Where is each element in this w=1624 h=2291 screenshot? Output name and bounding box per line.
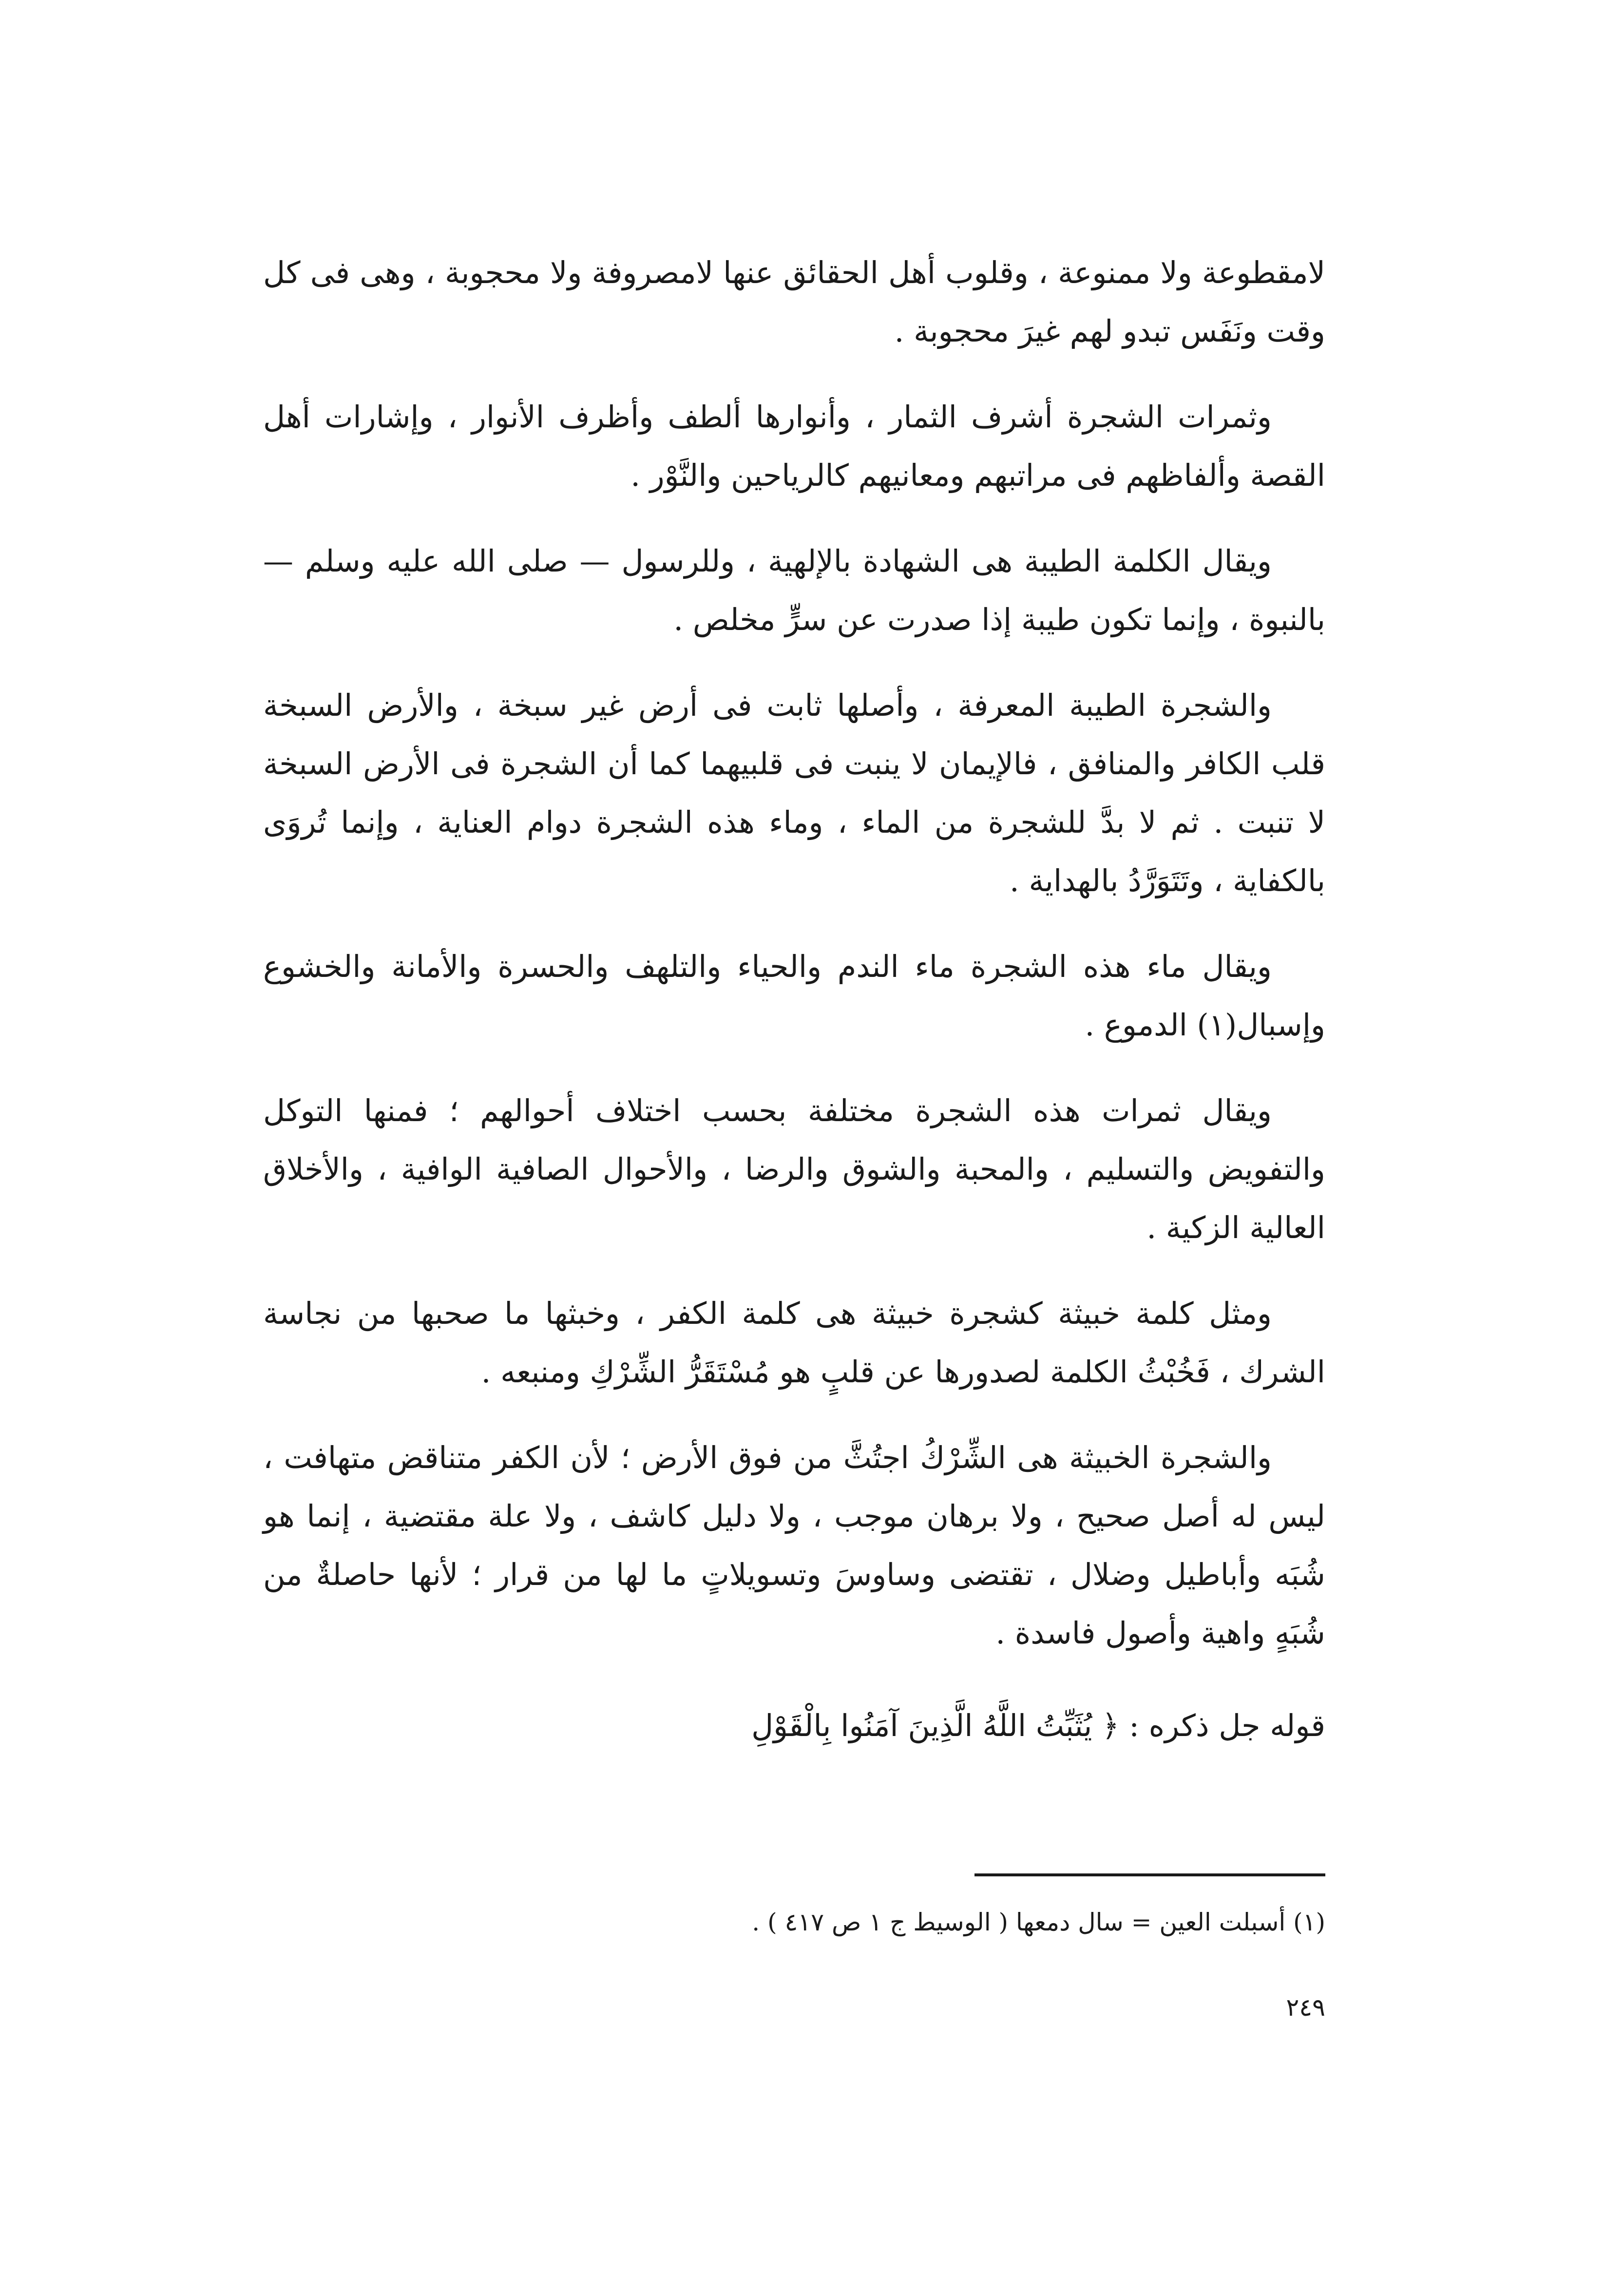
main-text (263, 244, 1325, 1755)
footnote-divider (974, 1873, 1325, 1876)
paragraph: ويقال الكلمة الطيبة هى الشهادة بالإلهية ، وللرسول — صلى الله عليه وسلم — بالنبوة ، وإنما تكون طيبة إذا صدرت عن سرٍّ مخلص . (263, 543, 1325, 637)
page-number: ٢٤٩ (1286, 1993, 1325, 2022)
paragraph: والشجرة الخبيثة هى الشِّرْكُ اجتُثَّ من فوق الأرض ؛ لأن الكفر متناقض متهافت ، ليس له أصل صحيح ، ولا برهان موجب ، ولا دليل كاشف ، ولا علة مقتضية ، إنما هو شُبَه وأباطيل وضلال ، تقتضى وساوسَ وتسويلاتٍ ما لها من قرار ؛ لأنها حاصلةٌ من شُبَهٍ واهية وأصول فاسدة . (263, 1440, 1325, 1651)
paragraph: ومثل كلمة خبيثة كشجرة خبيثة هى كلمة الكفر ، وخبثها ما صحبها من نجاسة الشرك ، فَخُبْثُ الكلمة لصدورها عن قلبٍ هو مُسْتَقَرُّ الشِّرْكِ ومنبعه . (263, 1296, 1325, 1390)
paragraph: لامقطوعة ولا ممنوعة ، وقلوب أهل الحقائق عنها لامصروفة ولا محجوبة ، وهى فى كل وقت ونَفَس تبدو لهم غيرَ محجوبة . (263, 255, 1325, 349)
footnote: (١) أسبلت العين = سال دمعها ( الوسيط ج ١ ص ٤١٧ ) . (752, 1908, 1325, 1936)
paragraph: والشجرة الطيبة المعرفة ، وأصلها ثابت فى أرض غير سبخة ، والأرض السبخة قلب الكافر والمنافق ، فالإيمان لا ينبت فى قلبيهما كما أن الشجرة فى الأرض السبخة لا تنبت . ثم لا بدَّ للشجرة من الماء ، وماء هذه الشجرة دوام العناية ، وإنما تُروَى بالكفاية ، وتَتَوَرَّدُ بالهداية . (263, 687, 1325, 898)
paragraph: ويقال ماء هذه الشجرة ماء الندم والحياء والتلهف والحسرة والأمانة والخشوع وإسبال(١) الدموع . (263, 949, 1325, 1043)
paragraph: وثمرات الشجرة أشرف الثمار ، وأنوارها ألطف وأظرف الأنوار ، وإشارات أهل القصة وألفاظهم فى مراتبهم ومعانيهم كالرياحين والنَّوْر . (263, 399, 1325, 493)
verse-heading: قوله جل ذكره : ﴿ يُثَبِّتُ اللَّهُ الَّذِينَ آمَنُوا بِالْقَوْلِ (751, 1708, 1325, 1743)
paragraph: ويقال ثمرات هذه الشجرة مختلفة بحسب اختلاف أحوالهم ؛ فمنها التوكل والتفويض والتسليم ، والمحبة والشوق والرضا ، والأحوال الصافية الوافية ، والأخلاق العالية الزكية . (263, 1093, 1325, 1245)
